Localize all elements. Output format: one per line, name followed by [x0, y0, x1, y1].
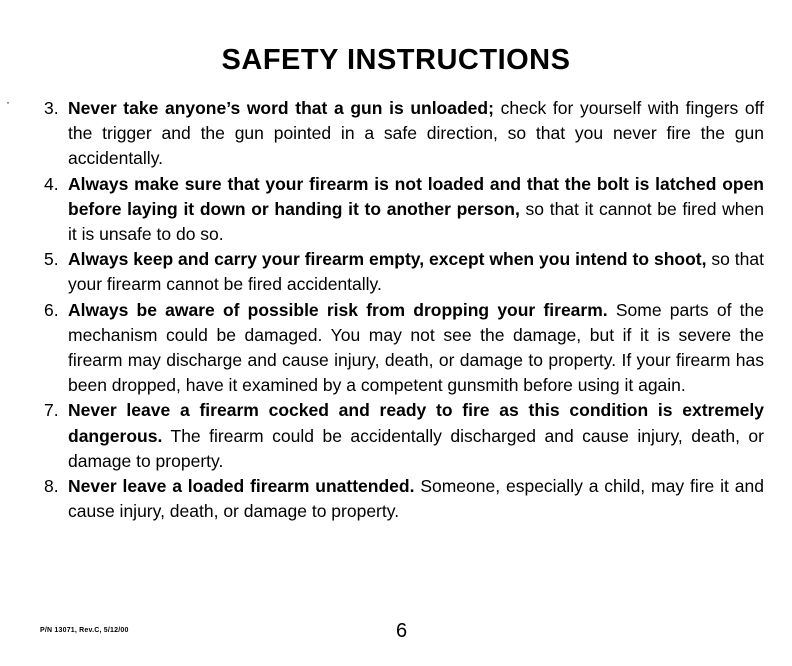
item-number: 5.: [44, 249, 59, 270]
item-number: 7.: [44, 400, 59, 421]
item-number: 4.: [44, 173, 59, 194]
item-body-text: Someone, especially a child, may fire it and cause injury, death, or damage to property.: [68, 476, 764, 522]
item-lead-text: Always be aware of possible risk from dropping your firearm.: [68, 299, 608, 320]
item-body-text: so that your firearm cannot be fired accidentally.: [68, 249, 764, 295]
instruction-item-8: [44, 474, 764, 524]
instruction-item-4: [44, 172, 764, 248]
item-lead-text: Never leave a loaded firearm unattended.: [68, 476, 415, 497]
item-lead-text: Always make sure that your firearm is not loaded and that the bolt is latched open before laying it down or handing it to another person,: [68, 173, 764, 219]
item-lead-text: Never leave a firearm cocked and ready to fire as this condition is extremely dangerous.: [68, 400, 764, 446]
item-lead-text: Never take anyone’s word that a gun is unloaded;: [68, 98, 494, 118]
stray-mark: ·: [6, 95, 10, 109]
instruction-item-6: [44, 298, 764, 399]
item-body-text: so that it cannot be fired when it is unsafe to do so.: [68, 198, 765, 245]
instruction-item-7: [44, 398, 764, 474]
item-number: 8.: [44, 476, 59, 497]
instruction-item-5: [44, 247, 764, 297]
item-body-text: Some parts of the mechanism could be damaged. You may not see the damage, but if it is severe the firearm may discharge and cause injury, death, or damage to property. If your firearm has been dropped, have it examined by a competent gunsmith before using it again.: [68, 299, 764, 396]
item-body-text: check for yourself with fingers off the trigger and the gun pointed in a safe direction, so that you never fire the gun accidentally.: [68, 98, 764, 169]
safety-instructions-list: [44, 96, 764, 524]
item-lead-text: Always keep and carry your firearm empty, except when you intend to shoot,: [68, 249, 707, 270]
item-body-text: The firearm could be accidentally discharged and cause injury, death, or damage to property.: [68, 425, 764, 471]
page-title: SAFETY INSTRUCTIONS: [221, 44, 571, 76]
instruction-item-3: [44, 96, 764, 172]
part-number: P/N 13071, Rev.C, 5/12/00: [40, 627, 129, 634]
item-number: 6.: [44, 299, 59, 320]
page-number: 6: [396, 620, 408, 642]
item-number: 3.: [44, 98, 59, 118]
